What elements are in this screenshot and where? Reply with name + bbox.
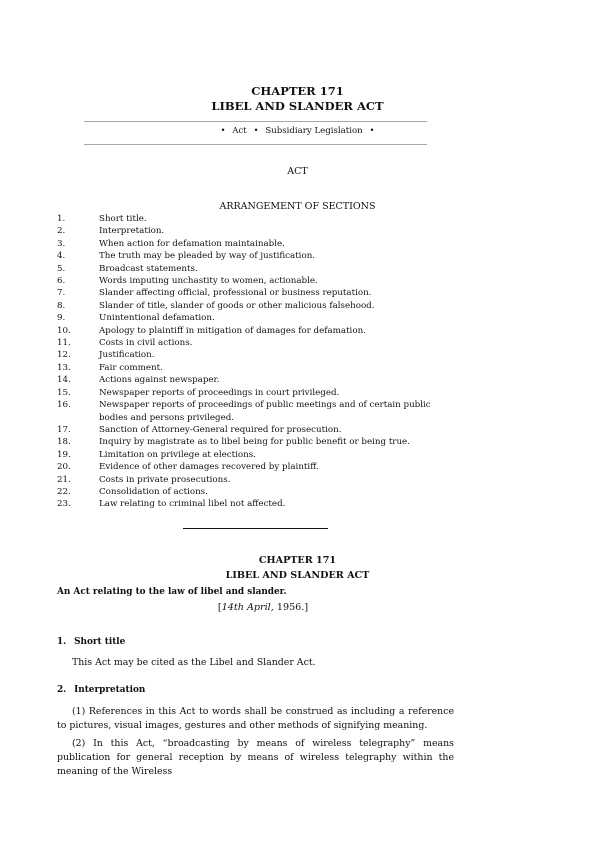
section-heading-text: Interpretation [74,685,146,695]
section-list-title-line: Fair comment. [99,362,163,373]
section-list-item[interactable] [57,387,477,399]
section-list-item[interactable] [57,498,477,510]
section-list-title-line: Slander of title, slander of goods or other malicious falsehood. [99,300,375,311]
section-list-item[interactable] [57,362,477,374]
section-list-title [99,449,477,461]
section-list-title-line: Apology to plaintiff in mitigation of damages for defamation. [99,325,366,336]
act-link[interactable]: Act [232,126,247,136]
section-list-number: 19. [57,449,71,460]
section-list-number: 10. [57,325,71,336]
section-list-title-line: Law relating to criminal libel not affected. [99,499,286,510]
bullet-glyph: • [369,126,375,136]
section-list-item[interactable] [57,486,477,498]
section-list-number: 13. [57,362,71,373]
section-list-title-line: Interpretation. [99,226,165,237]
bullet-glyph: • [220,126,226,136]
section-list-item[interactable] [57,461,477,473]
section-list-title [99,312,477,324]
section-list-item[interactable] [57,275,477,287]
top-divider [84,121,427,122]
section-list-number: 11. [57,338,71,349]
bottom-divider [84,144,427,145]
section-list-item[interactable] [57,238,477,250]
section-separator [183,528,328,529]
section-list-item[interactable] [57,225,477,237]
section-list-title [99,349,477,361]
section-list-title [99,238,477,250]
section-list-item[interactable] [57,374,477,386]
section-list-number: 23. [57,499,71,510]
section-list-item[interactable] [57,312,477,324]
section-list-title-line: Broadcast statements. [99,263,198,274]
section-list-title [99,399,477,424]
section-1-heading [57,637,125,647]
section-list-title [99,325,477,337]
section-list-number: 12. [57,350,71,361]
section-list-number: 22. [57,486,71,497]
section-2-paragraph-2: (2) In this Act, “broadcasting by means of wireless telegraphy” means publication for general reception by means of wireless telegraphy within the meaning of the Wireless [57,738,454,777]
section-list-title-line: Unintentional defamation. [99,313,215,324]
section-list-title-line: Actions against newspaper. [99,375,220,386]
section-list-item[interactable] [57,399,477,424]
chapter-title: CHAPTER 171 [251,84,344,98]
section-list-item[interactable] [57,300,477,312]
navigation-links [0,126,595,136]
section-list-title-line: Slander affecting official, professional or business reputation. [99,288,372,299]
section-list-title-line: Inquiry by magistrate as to libel being for public benefit or being true. [99,437,410,448]
section-list-item[interactable] [57,263,477,275]
section-list-title-line: Justification. [99,350,155,361]
section-list-title [99,474,477,486]
section-heading-text: Short title [74,637,126,647]
section-list-number: 21. [57,474,71,485]
section-list-title [99,387,477,399]
section-list-title [99,461,477,473]
section-list-item[interactable] [57,287,477,299]
section-list-title [99,374,477,386]
section-list-number: 16. [57,400,71,411]
section-list-title [99,275,477,287]
section-list-number: 18. [57,437,71,448]
section-list-number: 1. [57,214,66,224]
bullet-glyph: • [253,126,259,136]
section-list-item[interactable] [57,449,477,461]
section-list-title [99,213,477,225]
section-list-number: 5. [57,263,66,274]
act-heading: ACT [287,166,308,177]
act-title: LIBEL AND SLANDER ACT [211,99,384,113]
commencement-date [0,602,526,613]
section-list-number: 17. [57,424,71,435]
section-list-title [99,486,477,498]
section-number: 2. [57,685,67,695]
section-list-title-line: Evidence of other damages recovered by plaintiff. [99,462,319,473]
section-list-item[interactable] [57,436,477,448]
section-list-title-line: Newspaper reports of proceedings of public meetings and of certain public [99,400,431,411]
section-list-number: 6. [57,276,66,287]
section-list-item[interactable] [57,349,477,361]
long-title: An Act relating to the law of libel and slander. [57,587,287,597]
section-list-number: 9. [57,313,66,324]
section-list-title-line: Consolidation of actions. [99,486,208,497]
section-list-title [99,436,477,448]
section-list-title-line: Sanction of Attorney-General required for prosecution. [99,424,342,435]
section-list-item[interactable] [57,474,477,486]
section-list-title-line: When action for defamation maintainable. [99,238,285,249]
section-list-title [99,424,477,436]
section-list-title-line: Newspaper reports of proceedings in court privileged. [99,387,340,398]
section-list-number: 4. [57,251,66,262]
section-list-number: 3. [57,238,66,249]
section-list-number: 8. [57,300,66,311]
section-list-number: 2. [57,226,66,237]
section-list-item[interactable] [57,424,477,436]
subsidiary-legislation-link[interactable]: Subsidiary Legislation [265,126,363,136]
section-list-title-line: Short title. [99,214,147,224]
section-list-title-line: Words imputing unchastity to women, actionable. [99,276,318,287]
section-list-number: 20. [57,462,71,473]
date-open-bracket: [ [217,602,222,613]
section-list-number: 7. [57,288,66,299]
body-chapter-title: CHAPTER 171 [258,555,337,566]
sections-list [57,213,477,511]
date-year: , 1956.] [270,602,309,613]
section-list-title [99,337,477,349]
section-list-title [99,300,477,312]
section-list-number: 15. [57,387,71,398]
section-list-number: 14. [57,375,71,386]
section-1-text: This Act may be cited as the Libel and Slander Act. [72,657,316,668]
arrangement-heading: ARRANGEMENT OF SECTIONS [219,201,376,212]
section-list-title-line: bodies and persons privileged. [99,412,235,423]
section-list-item[interactable] [57,325,477,337]
section-number: 1. [57,637,67,647]
body-act-title: LIBEL AND SLANDER ACT [225,570,370,581]
section-2-paragraph-1: (1) References in this Act to words shall be construed as including a reference to pictures, visual images, gestures and other methods of signifying meaning. [57,706,454,731]
section-list-item[interactable] [57,213,477,225]
section-list-title [99,225,477,237]
section-list-item[interactable] [57,250,477,262]
section-list-title-line: Costs in private prosecutions. [99,474,231,485]
section-list-title [99,263,477,275]
section-list-title [99,287,477,299]
section-list-title-line: The truth may be pleaded by way of justification. [99,251,316,262]
section-list-title-line: Limitation on privilege at elections. [99,449,256,460]
section-list-title [99,362,477,374]
section-list-title [99,498,477,510]
date-day-month: 14th April [221,602,271,613]
section-list-title-line: Costs in civil actions. [99,338,193,349]
section-list-item[interactable] [57,337,477,349]
section-list-title [99,250,477,262]
section-2-heading [57,685,145,695]
